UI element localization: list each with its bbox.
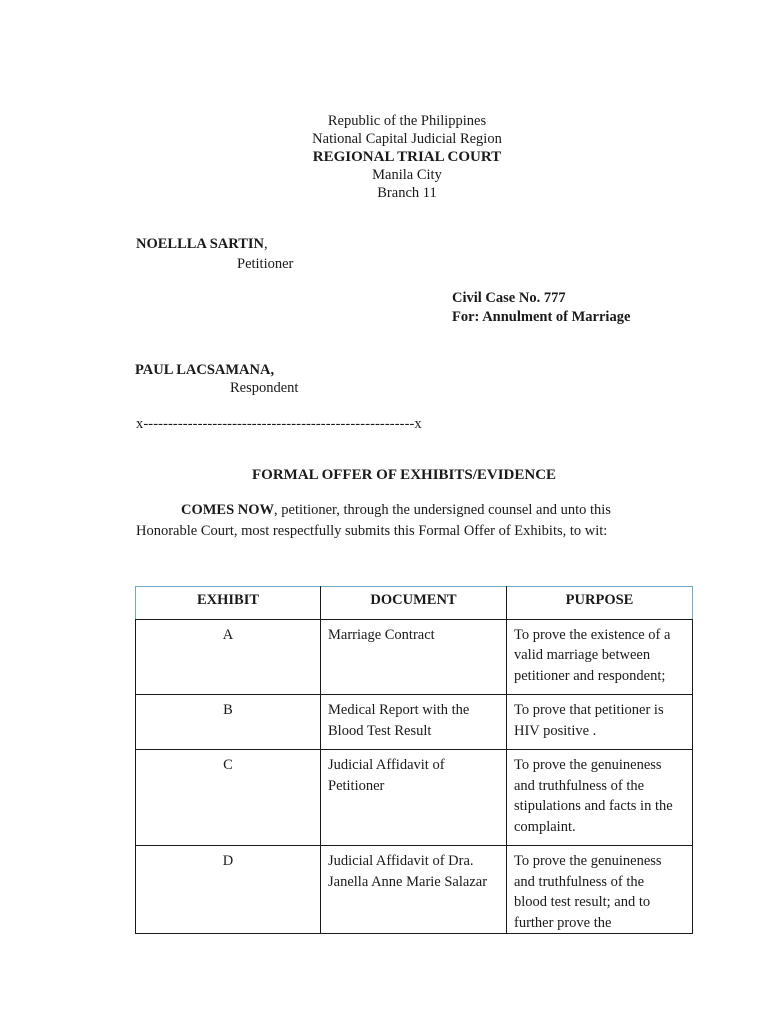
table-row bbox=[136, 750, 693, 846]
petitioner-name: NOELLLA SARTIN bbox=[136, 236, 265, 252]
document-cell bbox=[321, 695, 507, 750]
purpose-line: valid marriage between bbox=[514, 647, 651, 663]
table-row bbox=[136, 695, 693, 750]
exhibit-cell: C bbox=[136, 750, 321, 846]
respondent-name: PAUL LACSAMANA, bbox=[135, 362, 275, 378]
case-number: Civil Case No. 777 bbox=[452, 290, 566, 306]
header-branch: Branch 11 bbox=[377, 185, 437, 201]
document-line: Judicial Affidavit of bbox=[328, 757, 445, 773]
header-region: National Capital Judicial Region bbox=[312, 131, 502, 147]
purpose-line: further prove the bbox=[514, 914, 612, 931]
document-line: Petitioner bbox=[328, 777, 385, 794]
purpose-line: To prove the genuineness bbox=[514, 757, 662, 773]
petitioner-comma: , bbox=[264, 236, 268, 252]
document-line: Judicial Affidavit of Dra. bbox=[328, 853, 474, 869]
purpose-cell bbox=[507, 619, 693, 695]
purpose-line: petitioner and respondent; bbox=[514, 667, 666, 684]
exhibits-table bbox=[135, 586, 693, 934]
purpose-cell bbox=[507, 750, 693, 846]
header-city: Manila City bbox=[372, 167, 442, 183]
document-cell bbox=[321, 846, 507, 934]
intro-paragraph bbox=[136, 500, 696, 542]
document-line: Blood Test Result bbox=[328, 722, 432, 739]
document-line: Janella Anne Marie Salazar bbox=[328, 873, 488, 890]
document-cell bbox=[321, 750, 507, 846]
header-document: DOCUMENT bbox=[321, 587, 507, 620]
header-purpose: PURPOSE bbox=[507, 587, 693, 620]
case-subject: For: Annulment of Marriage bbox=[452, 309, 631, 325]
intro-line-2: Honorable Court, most respectfully submits this Formal Offer of Exhibits, to wit: bbox=[136, 523, 608, 539]
caption-separator: x-------------------------------------------------------x bbox=[136, 416, 422, 432]
respondent-role: Respondent bbox=[230, 380, 299, 396]
table-row bbox=[136, 846, 693, 934]
intro-line1-rest: , petitioner, through the undersigned counsel and unto this bbox=[274, 502, 611, 518]
header-republic: Republic of the Philippines bbox=[327, 113, 487, 129]
purpose-cell bbox=[507, 846, 693, 934]
purpose-line: To prove that petitioner is bbox=[514, 702, 664, 718]
exhibit-cell: A bbox=[136, 619, 321, 695]
petitioner-role: Petitioner bbox=[237, 256, 294, 272]
document-line: Medical Report with the bbox=[328, 702, 470, 718]
header-court: REGIONAL TRIAL COURT bbox=[312, 149, 502, 165]
petitioner-name-line bbox=[136, 236, 268, 253]
document-cell bbox=[321, 619, 507, 695]
header-exhibit: EXHIBIT bbox=[136, 587, 321, 620]
exhibit-cell: D bbox=[136, 846, 321, 934]
purpose-line: and truthfulness of the bbox=[514, 873, 645, 890]
purpose-line: To prove the existence of a bbox=[514, 626, 671, 643]
table-header-row bbox=[136, 587, 693, 620]
purpose-line: To prove the genuineness bbox=[514, 853, 662, 869]
intro-lead: COMES NOW bbox=[181, 502, 275, 518]
court-header bbox=[0, 112, 768, 202]
purpose-line: stipulations and facts in the bbox=[514, 798, 673, 814]
purpose-line: HIV positive . bbox=[514, 722, 597, 739]
purpose-line: complaint. bbox=[514, 818, 576, 835]
document-line: Marriage Contract bbox=[328, 626, 435, 643]
purpose-line: and truthfulness of the bbox=[514, 777, 645, 794]
exhibit-cell: B bbox=[136, 695, 321, 750]
table-row bbox=[136, 619, 693, 695]
document-title: FORMAL OFFER OF EXHIBITS/EVIDENCE bbox=[252, 467, 557, 483]
purpose-line: blood test result; and to bbox=[514, 894, 651, 910]
intro-line-1 bbox=[136, 500, 696, 521]
purpose-cell bbox=[507, 695, 693, 750]
